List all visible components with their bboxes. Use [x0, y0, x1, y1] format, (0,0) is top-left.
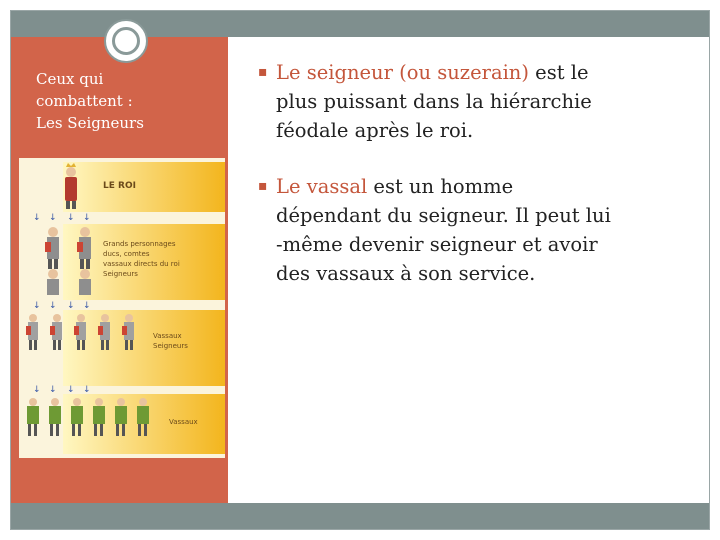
bullet-marker-icon: ▪	[258, 178, 268, 194]
bullet-term: Le seigneur (ou suzerain)	[276, 61, 529, 84]
svg-text:↓: ↓	[33, 301, 41, 311]
svg-text:↓: ↓	[67, 385, 75, 395]
bullet-vassal	[258, 172, 702, 288]
svg-text:↓: ↓	[83, 213, 91, 223]
label-grands-1: Grands personnages	[103, 240, 176, 248]
decorative-ring	[112, 27, 140, 55]
feudal-hierarchy-illustration	[19, 158, 225, 458]
bullet-marker-icon: ▪	[258, 64, 268, 80]
label-vassaux-seigneurs-2: Seigneurs	[153, 342, 188, 350]
label-grands-2: ducs, comtes	[103, 250, 150, 258]
bullet-line: -même devenir seigneur et avoir	[276, 233, 598, 256]
svg-text:↓: ↓	[67, 301, 75, 311]
svg-text:↓: ↓	[49, 385, 57, 395]
svg-text:↓: ↓	[33, 385, 41, 395]
bullet-line: plus puissant dans la hiérarchie	[276, 90, 592, 113]
slide-bottom-band	[11, 503, 709, 529]
band-roi	[63, 162, 225, 212]
svg-text:↓: ↓	[67, 213, 75, 223]
bullet-line: féodale après le roi.	[276, 119, 474, 142]
bullet-line: des vassaux à son service.	[276, 262, 536, 285]
svg-text:↓: ↓	[33, 213, 41, 223]
band-vassaux-seigneurs	[63, 310, 225, 386]
svg-text:↓: ↓	[49, 213, 57, 223]
bullet-text: est le	[528, 61, 589, 84]
label-vassaux-seigneurs-1: Vassaux	[153, 332, 182, 340]
svg-text:↓: ↓	[83, 301, 91, 311]
section-title-line: combattent :	[36, 92, 133, 110]
label-grands-4: Seigneurs	[103, 270, 138, 278]
bullet-seigneur	[258, 58, 702, 145]
bullet-text: est un homme	[367, 175, 514, 198]
slide-content	[258, 58, 702, 315]
bullet-term: Le vassal	[276, 175, 368, 198]
label-grands-3: vassaux directs du roi	[103, 260, 180, 268]
svg-text:↓: ↓	[49, 301, 57, 311]
bullet-line: dépendant du seigneur. Il peut lui	[276, 204, 611, 227]
label-roi: LE ROI	[103, 181, 136, 191]
section-title-line: Ceux qui	[36, 70, 104, 88]
bullet-line	[276, 172, 702, 201]
label-vassaux: Vassaux	[169, 418, 198, 426]
decorative-circle-icon	[104, 19, 148, 63]
section-title-line: Les Seigneurs	[36, 114, 144, 132]
svg-text:↓: ↓	[83, 385, 91, 395]
slide-section-title	[36, 68, 221, 134]
bullet-line	[276, 58, 702, 87]
